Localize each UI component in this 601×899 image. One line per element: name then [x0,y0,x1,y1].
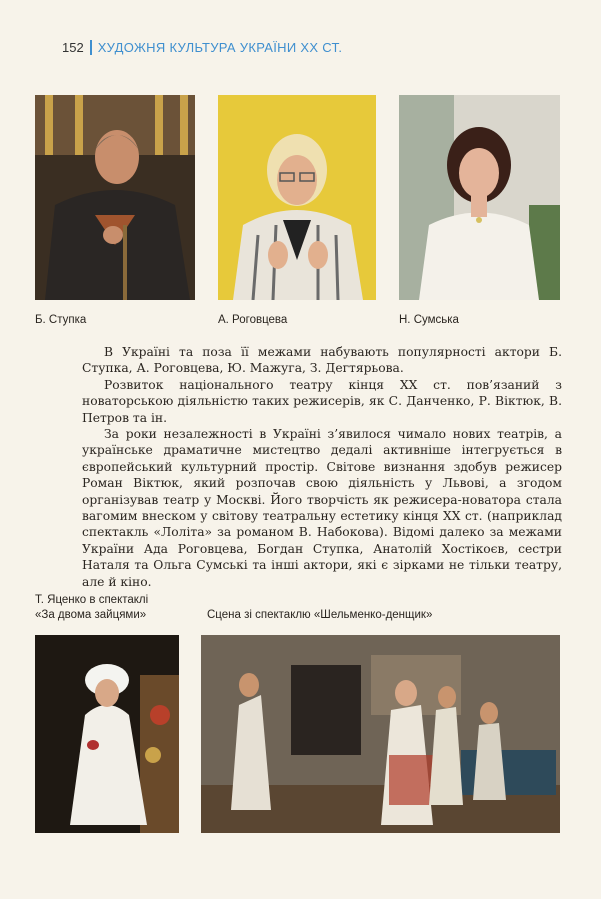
caption-yatsenko-line2: «За двома зайцями» [35,609,147,621]
caption-rogovtseva: А. Роговцева [218,314,288,326]
paragraph: Розвиток національного театру кінця ХХ ст. пов’язаний з новаторською діяльністю таких режисерів, як С. Данченко, Р. Віктюк, В. Петров та ін. [82,377,562,425]
caption-shelmenko: Сцена зі спектаклю «Шельменко-денщик» [207,609,433,621]
photo-yatsenko-scene [35,635,179,833]
caption-yatsenko [35,593,148,623]
photo-shelmenko-scene [201,635,560,833]
page-header [62,40,342,55]
caption-sumska: Н. Сумська [399,314,459,326]
paragraph: В Україні та поза її межами набувають популярності актори Б. Ступка, А. Роговцева, Ю. Мажуга, З. Дегтярьова. [82,345,562,376]
header-divider [90,40,92,55]
page-number: 152 [62,40,84,55]
photo-sumska [399,95,560,300]
photo-rogovtseva [218,95,376,300]
running-title: ХУДОЖНЯ КУЛЬТУРА УКРАЇНИ ХХ СТ. [97,40,343,55]
photo-stupka [35,95,195,300]
body-text [82,344,562,590]
caption-stupka: Б. Ступка [35,314,87,326]
paragraph: За роки незалежності в Україні з’явилося чимало нових театрів, а українське драматичне мистецтво дедалі активніше інтегрується в європейський культурний простір. Світове визнання здобув режисер Роман Віктюк, який розпочав свою діяльність у Львові, а згодом організував театр у Москві. Його творчість як режисера-новатора стала вагомим внеском у світову театральну естетику кінця ХХ ст. (наприклад спектакль «Лоліта» за романом В. Набокова). Відомі далеко за межами України Ада Роговцева, Богдан Ступка, Анатолій Хостікоєв, сестри Наталя та Ольга Сумські та інші актори, які є зірками не тільки театру, але й кіно. [82,427,562,589]
caption-yatsenko-line1: Т. Яценко в спектаклі [35,594,149,606]
